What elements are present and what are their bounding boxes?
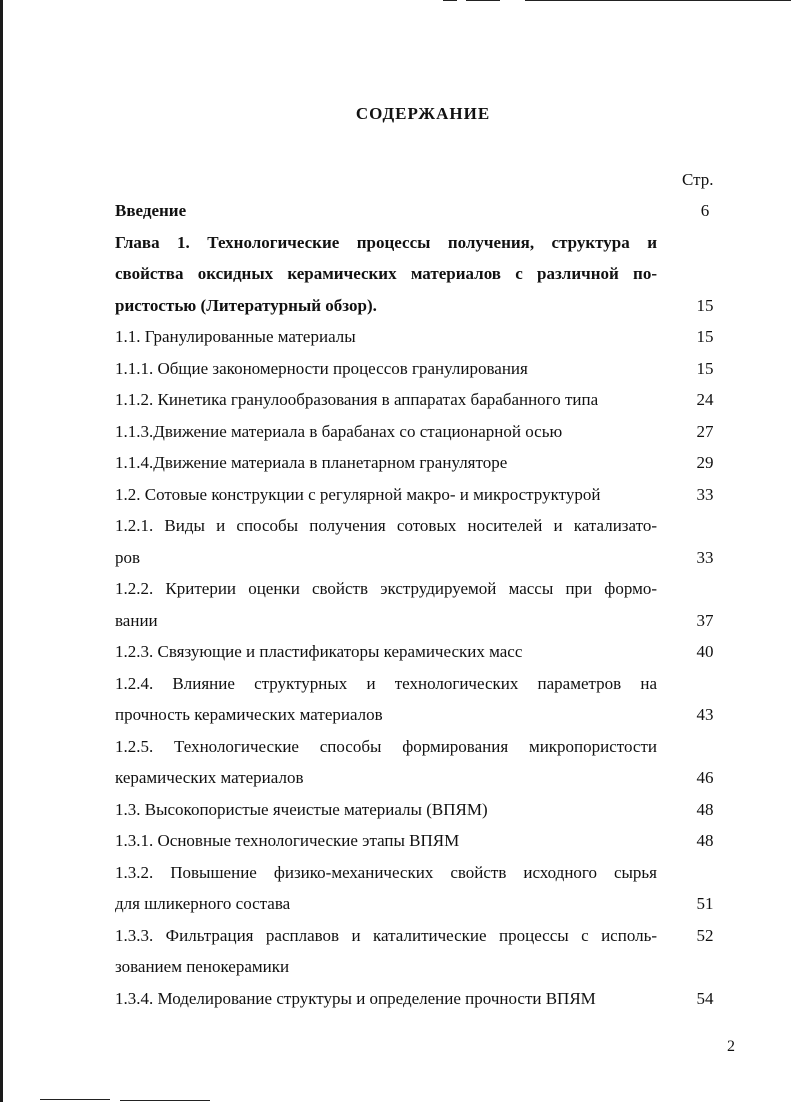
toc-entry-line: вании [115,610,158,630]
toc-entry-line: 1.3.4. Моделирование структуры и определение прочности ВПЯМ [115,988,596,1008]
toc-entry-page: 52 [696,925,714,945]
toc-entry-line: 1.1.1. Общие закономерности процессов гранулирования [115,358,528,378]
toc-entry-line: 1.3.2. Повышение физико-механических свойств исходного сырья [115,862,657,882]
toc-entry [115,926,715,989]
toc-entry [115,422,715,454]
scan-mark-top-2 [466,0,500,1]
toc-entry [115,831,715,863]
toc-entry-line: Глава 1. Технологические процессы получения, структура и [115,232,657,252]
toc-entry [115,674,715,737]
toc-entry [115,233,715,328]
toc-entry-line: 1.2.1. Виды и способы получения сотовых носителей и катализато- [115,516,657,535]
toc-entry [115,516,715,579]
toc-entry-line: прочность керамических материалов [115,705,383,724]
toc-entry-page: 54 [696,988,714,1008]
toc-entry-page: 6 [700,201,710,220]
scan-border-left [0,0,3,1102]
toc-entry [115,327,715,359]
toc-entry-line: ров [115,547,141,567]
toc-entry [115,201,715,233]
toc-entry [115,642,715,674]
toc-entry [115,579,715,642]
toc-entry-page: 15 [696,327,714,346]
toc-entry-line: ристостью (Литературный обзор). [115,295,377,315]
toc-entry [115,737,715,800]
toc-entry-page: 15 [696,295,714,315]
toc-entry [115,800,715,832]
toc-entry-line: Введение [115,201,187,220]
page-number: 2 [727,1038,735,1055]
toc-entry-page: 48 [696,799,714,819]
toc-entry-line: 1.3.3. Фильтрация расплавов и каталитические процессы с исполь- [115,925,657,945]
toc-entry-page: 37 [696,610,714,630]
toc-entry-line: 1.1. Гранулированные материалы [115,327,356,346]
toc-entry-page: 24 [696,390,714,409]
toc-entry [115,989,715,1021]
toc-entry [115,453,715,485]
toc-entry-line: 1.1.4.Движение материала в планетарном грануляторе [115,453,508,472]
document-title: СОДЕРЖАНИЕ [355,104,491,123]
toc-entry-page: 48 [696,831,714,850]
toc-entry-line: 1.2.2. Критерии оценки свойств экструдируемой массы при формо- [115,579,657,598]
toc-entry-line: 1.2.3. Связующие и пластификаторы керамических масс [115,642,523,661]
toc-entry-page: 27 [696,421,714,441]
page-column-header: Стр. [682,170,714,189]
toc-entry-line: 1.3. Высокопористые ячеистые материалы (ВПЯМ) [115,799,488,819]
toc-entry-page: 15 [696,358,714,378]
scan-mark-bottom-1 [40,1099,110,1100]
scan-mark-top-3 [525,0,791,1]
toc-entry-line: 1.1.3.Движение материала в барабанах со стационарной осью [115,421,563,441]
scan-mark-bottom-2 [120,1100,210,1101]
toc-entry-line: 1.2. Сотовые конструкции с регулярной макро- и микроструктурой [115,484,601,504]
toc-entry-page: 33 [696,484,714,504]
toc-entry-line: зованием пенокерамики [115,957,290,976]
toc-entry-line: 1.2.4. Влияние структурных и технологических параметров на [115,673,657,693]
toc-entry-line: для шликерного состава [115,894,291,913]
toc-entry-page: 51 [696,894,714,913]
toc-entry-page: 29 [696,453,714,472]
toc-entry-page: 33 [696,547,714,567]
toc-entry [115,359,715,391]
scan-mark-top-1 [443,0,457,1]
toc-entry [115,485,715,517]
toc-entry-line: 1.1.2. Кинетика гранулообразования в аппаратах барабанного типа [115,390,599,409]
toc-entry-line: 1.3.1. Основные технологические этапы ВПЯМ [115,831,460,850]
toc-entry-page: 40 [696,642,714,661]
toc-entry-line: керамических материалов [115,768,304,787]
toc-entry [115,863,715,926]
toc-entry-line: 1.2.5. Технологические способы формирования микропористости [115,736,657,756]
toc-entry-page: 46 [696,768,714,787]
toc-entry-page: 43 [696,705,714,724]
toc-entry [115,390,715,422]
toc-entry-line: свойства оксидных керамических материалов с различной по- [115,264,657,283]
